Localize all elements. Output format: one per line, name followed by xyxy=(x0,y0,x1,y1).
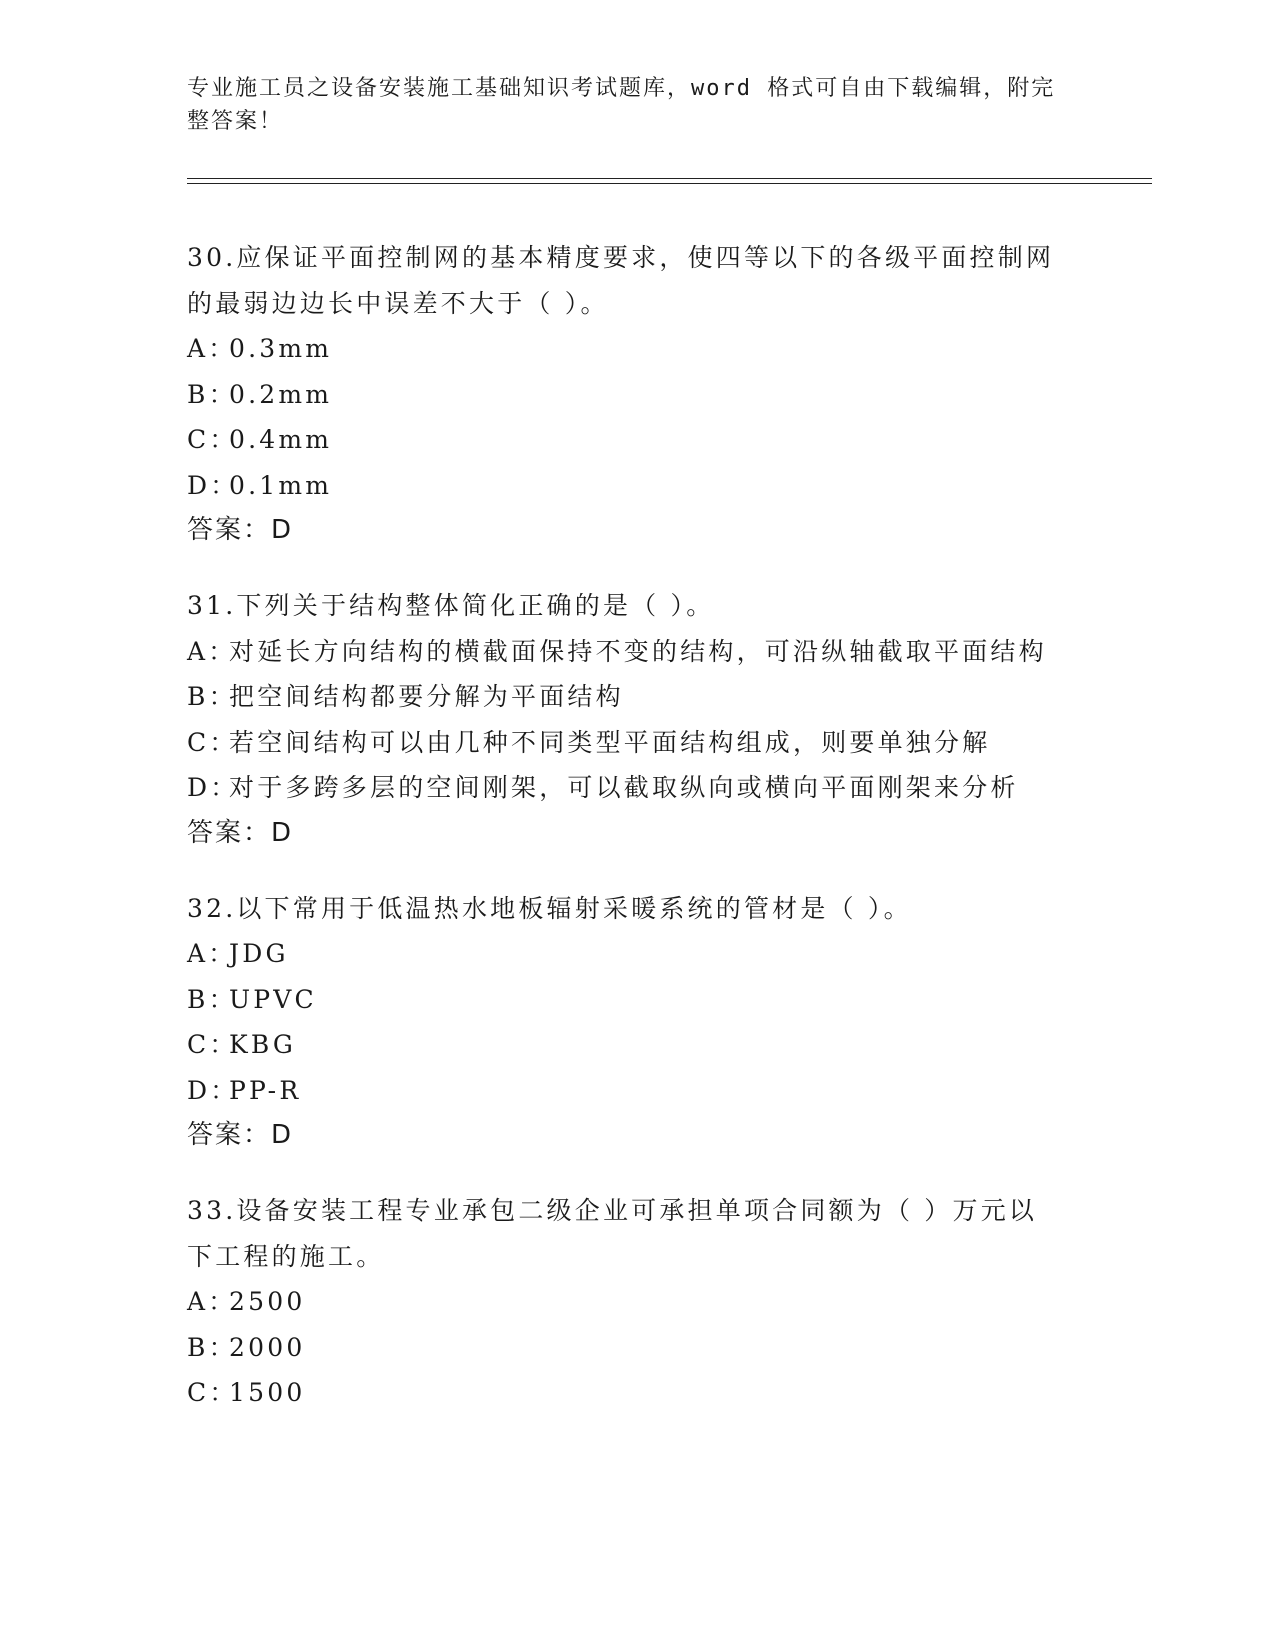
option-label: B： xyxy=(187,682,237,711)
question-30 xyxy=(187,235,1087,553)
option-d xyxy=(187,1068,1087,1114)
option-label: C： xyxy=(187,1030,238,1059)
option-b xyxy=(187,1325,1087,1371)
option-b xyxy=(187,977,1087,1023)
header-line: 整答案！ xyxy=(187,109,284,134)
question-stem: 的最弱边边长中误差不大于（ ）。 xyxy=(187,288,609,318)
option-label: A： xyxy=(187,334,237,363)
option-label: C： xyxy=(187,727,238,757)
option-label: C： xyxy=(187,425,238,454)
question-stem: 31.下列关于结构整体简化正确的是（ ）。 xyxy=(187,591,715,620)
option-label: D： xyxy=(187,470,239,500)
question-stem: 32.以下常用于低温热水地板辐射采暖系统的管材是（ ）。 xyxy=(187,893,912,923)
option-a xyxy=(187,326,1087,372)
option-text: 对于多跨多层的空间刚架，可以截取纵向或横向平面刚架来分析 xyxy=(229,773,1019,802)
option-text: 0.3mm xyxy=(229,334,333,363)
question-stem: 下工程的施工。 xyxy=(187,1241,385,1271)
option-text: 2500 xyxy=(229,1287,306,1316)
option-c xyxy=(187,1370,1087,1416)
document-header xyxy=(187,72,1067,138)
answer: 答案：D xyxy=(187,515,294,545)
option-label: B： xyxy=(187,1332,237,1362)
question-31 xyxy=(187,583,1087,856)
option-text: 对延长方向结构的横截面保持不变的结构，可沿纵轴截取平面结构 xyxy=(229,636,1047,666)
option-c xyxy=(187,417,1087,463)
option-label: C： xyxy=(187,1378,238,1407)
question-list xyxy=(187,235,1087,1446)
option-text: JDG xyxy=(229,939,289,968)
option-c xyxy=(187,1022,1087,1068)
option-label: D： xyxy=(187,1075,239,1105)
question-32 xyxy=(187,886,1087,1159)
option-label: A： xyxy=(187,636,237,666)
question-33 xyxy=(187,1188,1087,1416)
option-text: 2000 xyxy=(229,1332,306,1362)
header-divider xyxy=(187,178,1152,184)
option-text: PP-R xyxy=(229,1075,302,1105)
answer: 答案：D xyxy=(187,817,294,848)
option-a xyxy=(187,1279,1087,1325)
option-text: 若空间结构可以由几种不同类型平面结构组成，则要单独分解 xyxy=(229,727,991,757)
option-label: D： xyxy=(187,773,239,802)
option-c xyxy=(187,720,1087,766)
option-text: 0.4mm xyxy=(229,425,333,454)
option-text: 1500 xyxy=(229,1378,306,1407)
option-label: A： xyxy=(187,939,237,968)
option-text: KBG xyxy=(229,1030,297,1059)
option-b xyxy=(187,372,1087,418)
option-a xyxy=(187,931,1087,977)
option-text: 把空间结构都要分解为平面结构 xyxy=(229,682,624,711)
option-b xyxy=(187,674,1087,720)
header-line: 专业施工员之设备安装施工基础知识考试题库，word 格式可自由下载编辑，附完 xyxy=(187,76,1056,101)
option-text: 0.2mm xyxy=(229,379,333,409)
question-stem: 30.应保证平面控制网的基本精度要求，使四等以下的各级平面控制网 xyxy=(187,243,1055,272)
question-stem: 33.设备安装工程专业承包二级企业可承担单项合同额为（ ）万元以 xyxy=(187,1196,1038,1225)
option-label: B： xyxy=(187,984,237,1014)
answer: 答案：D xyxy=(187,1120,294,1150)
option-text: 0.1mm xyxy=(229,470,333,500)
option-text: UPVC xyxy=(229,984,317,1014)
option-a xyxy=(187,629,1087,675)
option-label: A： xyxy=(187,1287,237,1316)
option-d xyxy=(187,765,1087,811)
option-d xyxy=(187,463,1087,509)
option-label: B： xyxy=(187,379,237,409)
